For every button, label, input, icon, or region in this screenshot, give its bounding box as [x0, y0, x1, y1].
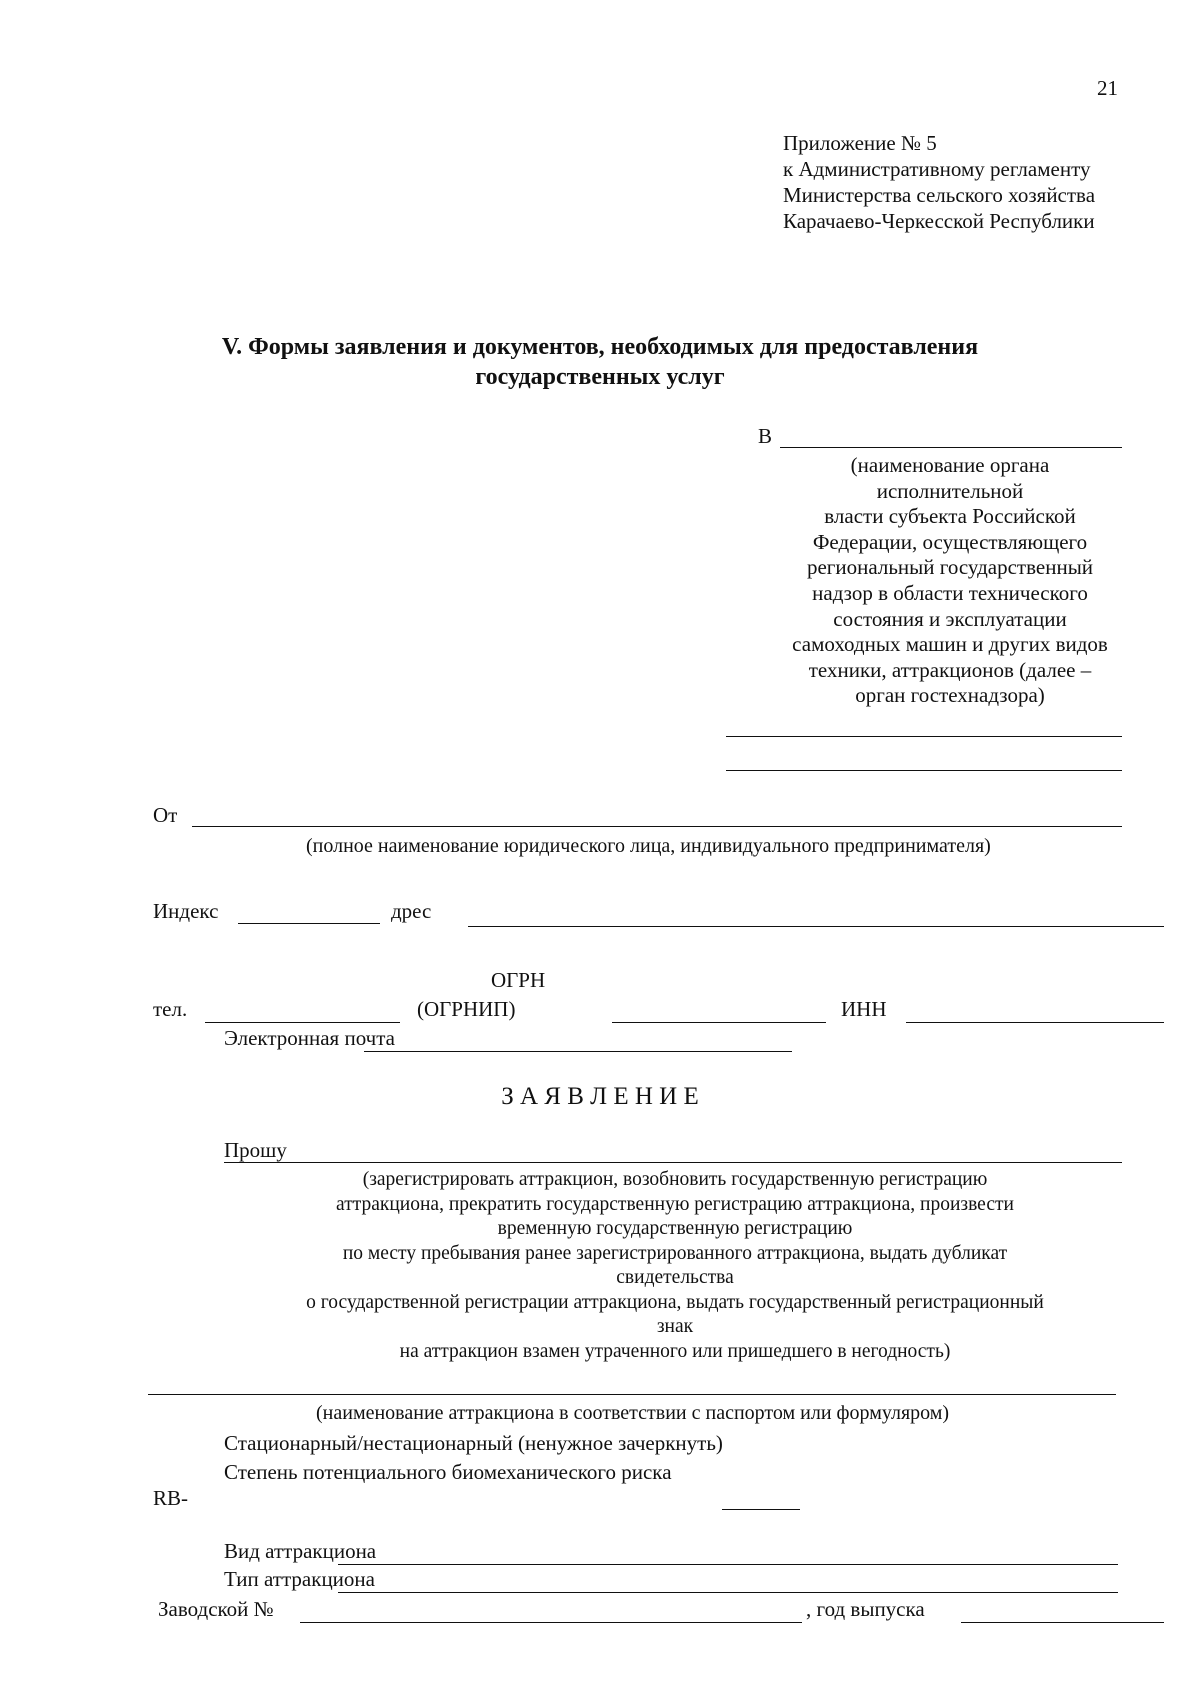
from-field[interactable] [192, 826, 1122, 827]
kind-field[interactable] [338, 1564, 1118, 1565]
recipient-extra-line[interactable] [726, 770, 1122, 771]
stationary-text: Стационарный/нестационарный (ненужное зачеркнуть) [224, 1431, 723, 1455]
year-label: , год выпуска [806, 1597, 925, 1621]
section-title-line: V. Формы заявления и документов, необходимых для предоставления [221, 334, 979, 360]
appendix-line: Министерства сельского хозяйства [783, 183, 1096, 207]
address-label: дрес [391, 899, 432, 923]
caption-line: Федерации, осуществляющего [812, 529, 1088, 554]
inn-field[interactable] [906, 1022, 1164, 1023]
request-field[interactable] [224, 1162, 1122, 1163]
appendix-line: Карачаево-Черкесской Республики [783, 209, 1095, 233]
appendix-line: Приложение № 5 [783, 131, 937, 155]
appendix-line: к Административному регламенту [783, 157, 1091, 181]
caption-line: техники, аттракционов (далее – [808, 657, 1092, 682]
caption-line: исполнительной [876, 478, 1024, 503]
year-field[interactable] [961, 1622, 1164, 1623]
request-caption [220, 1168, 1130, 1364]
recipient-prefix: В [758, 424, 773, 448]
recipient-caption [760, 453, 1140, 709]
risk-text: Степень потенциального биомеханического риска [224, 1460, 672, 1484]
recipient-extra-line[interactable] [726, 736, 1122, 737]
address-field[interactable] [468, 926, 1164, 927]
type-field[interactable] [338, 1592, 1118, 1593]
serial-field[interactable] [300, 1622, 802, 1623]
serial-label: Заводской № [158, 1597, 274, 1621]
ogrn-label: ОГРН [491, 968, 546, 992]
caption-line: о государственной регистрации аттракциона, выдать государственный регистрационный [306, 1291, 1044, 1313]
ogrnip-label: (ОГРНИП) [417, 997, 516, 1021]
page-number: 21 [1097, 76, 1118, 100]
caption-line: аттракциона, прекратить государственную регистрацию аттракциона, произвести [336, 1193, 1014, 1215]
statement-title: З А Я В Л Е Н И Е [501, 1083, 699, 1110]
caption-line: знак [656, 1316, 694, 1337]
section-title-line: государственных услуг [475, 364, 725, 390]
caption-line: орган гостехнадзора) [855, 683, 1045, 708]
caption-line: самоходных машин и других видов [792, 632, 1108, 657]
type-label: Тип аттракциона [224, 1567, 375, 1591]
risk-field[interactable] [722, 1509, 800, 1510]
caption-line: надзор в области технического [812, 580, 1088, 605]
section-title [100, 332, 1100, 392]
caption-line: временную государственную регистрацию [497, 1218, 853, 1239]
caption-line: (зарегистрировать аттракцион, возобновить государственную регистрацию [362, 1169, 988, 1190]
from-label: От [153, 803, 178, 827]
attraction-name-field[interactable] [148, 1394, 1116, 1395]
inn-label: ИНН [841, 997, 887, 1021]
from-caption: (полное наименование юридического лица, индивидуального предпринимателя) [306, 835, 991, 857]
ogrn-field[interactable] [612, 1022, 826, 1023]
request-label: Прошу [224, 1138, 287, 1162]
recipient-line[interactable] [780, 447, 1122, 448]
caption-line: состояния и эксплуатации [833, 606, 1067, 631]
email-label: Электронная почта [224, 1026, 395, 1050]
caption-line: свидетельства [616, 1267, 734, 1288]
index-field[interactable] [238, 923, 380, 924]
rb-prefix: RB- [153, 1486, 189, 1510]
kind-label: Вид аттракциона [224, 1539, 377, 1563]
caption-line: региональный государственный [806, 555, 1094, 580]
caption-line: (наименование органа [850, 453, 1050, 477]
caption-line: по месту пребывания ранее зарегистрированного аттракциона, выдать дубликат [342, 1242, 1008, 1264]
phone-field[interactable] [205, 1022, 400, 1023]
index-label: Индекс [153, 899, 219, 923]
phone-label: тел. [153, 997, 188, 1021]
caption-line: на аттракцион взамен утраченного или пришедшего в негодность) [399, 1340, 951, 1362]
attraction-caption: (наименование аттракциона в соответствии с паспортом или формуляром) [316, 1402, 950, 1424]
caption-line: власти субъекта Российской [824, 504, 1076, 529]
appendix-header [783, 130, 1095, 234]
email-field[interactable] [364, 1051, 792, 1052]
